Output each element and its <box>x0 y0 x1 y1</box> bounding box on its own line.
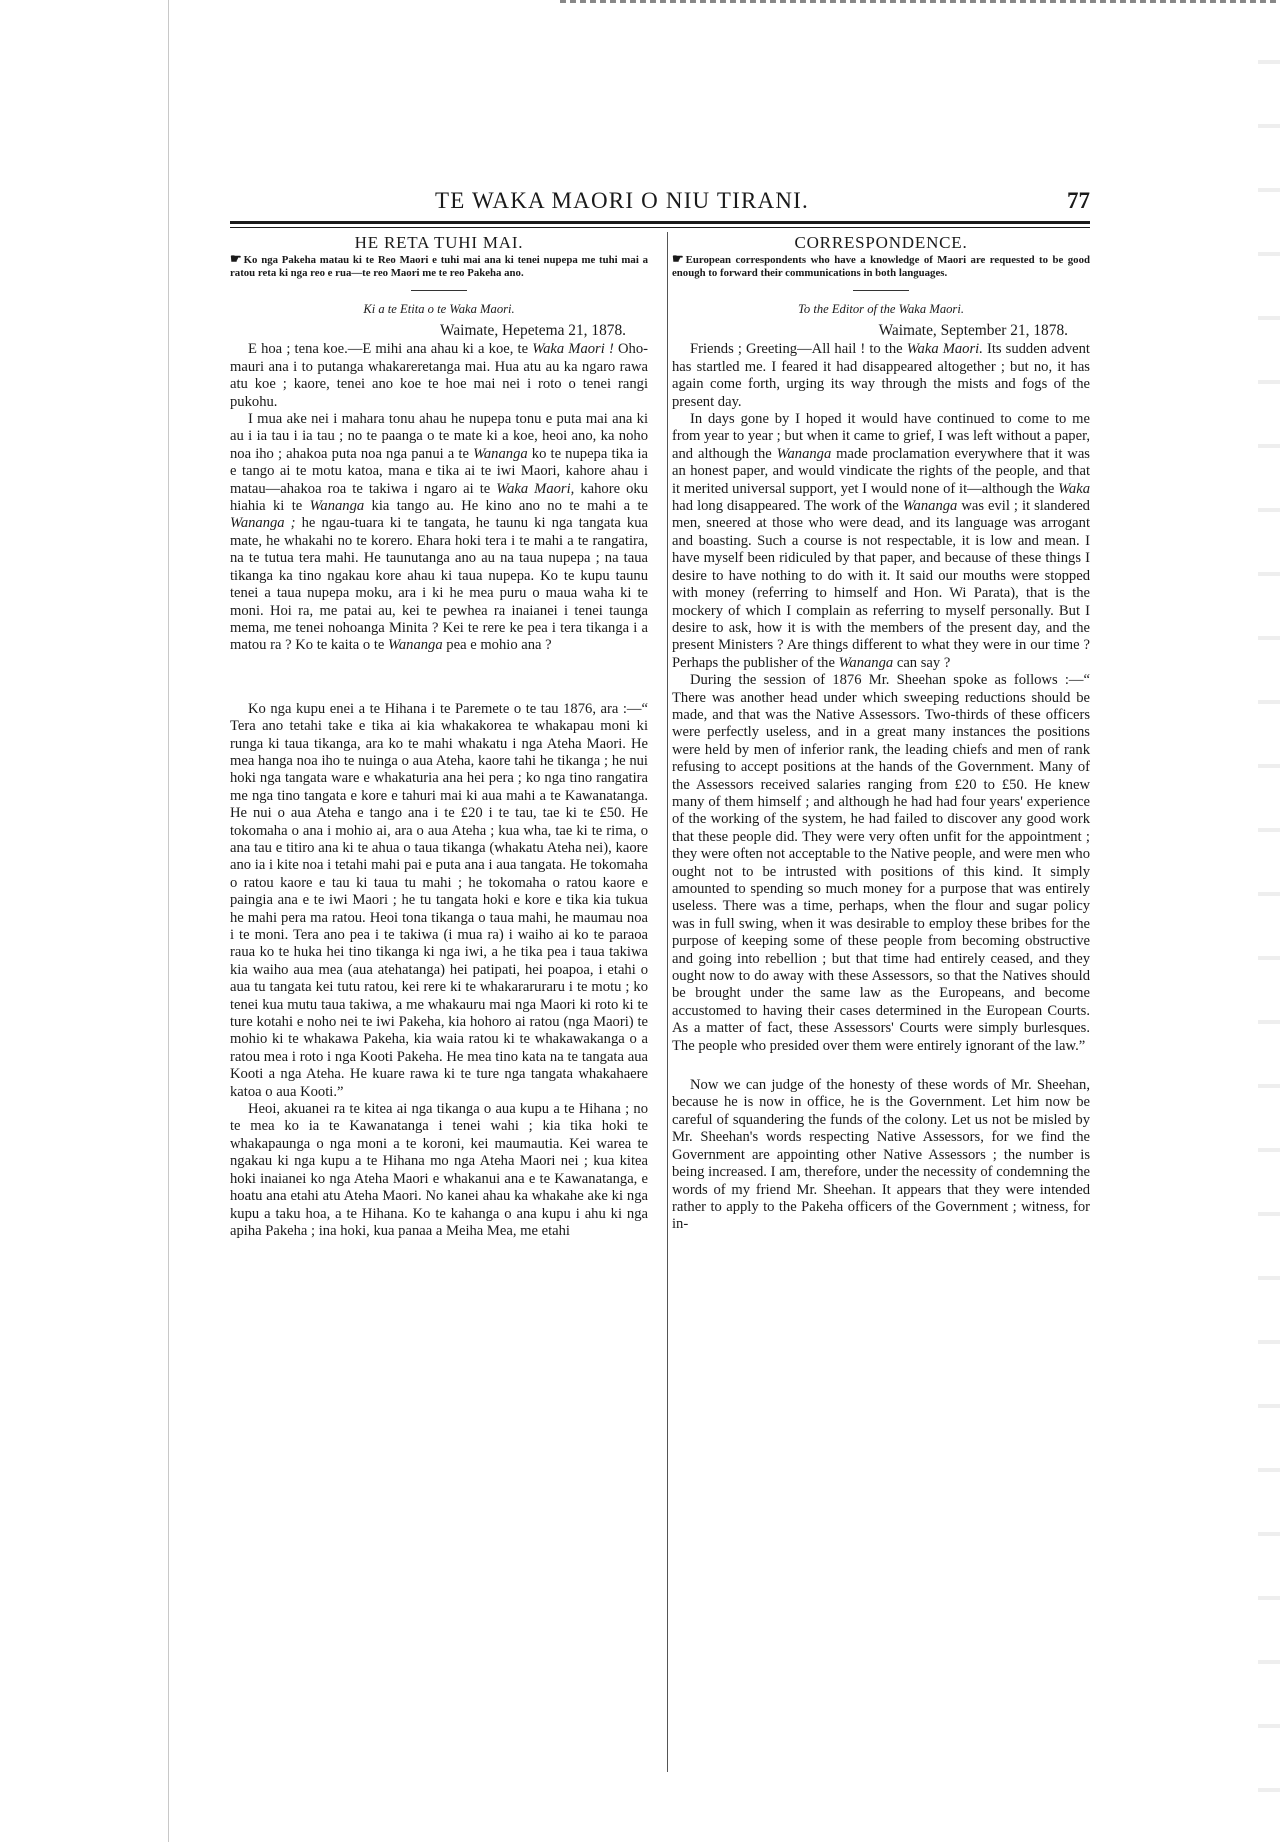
pointing-hand-icon: ☛ <box>672 251 684 267</box>
left-paragraph-4: Heoi, akuanei ra te kitea ai nga tikanga o aua kupu a te Hihana ; no te mea ko ia te Kawanatanga i tenei wahi ; kia tika hoki te whakapaunga o nga moni a te koroni, kei maumautia. Kei warea te ngakau ki nga kupu a te Hihana mo nga Ateha Maori nei ; kua kitea hoki inaianei ko nga Ateha Maori e whakanui ana e te Kawanatanga, e hoatu ana etahi atu Ateha Maori. No kanei ahau ka whakahe ake ki nga kupu a taku hoa, a te Hihana. Ko te kahanga o ana kupu i ahu ki nga apiha Pakeha ; ina hoki, kua panaa a Meiha Mea, me etahi <box>230 1101 648 1239</box>
header-rule-thin <box>230 227 1090 228</box>
page-top-edge <box>560 0 1280 3</box>
left-section-heading: HE RETA TUHI MAI. <box>354 233 524 252</box>
right-paragraph-4: Now we can judge of the honesty of these words of Mr. Sheehan, because he is now in office, he is the Government. Let him now be careful of squandering the funds of the colony. Let us not be misled by Mr. Sheehan's words respecting Native Assessors, for we find the Government are appointing other Native Assessors ; the number is being increased. I am, therefore, under the necessity of condemning the words of my friend Mr. Sheehan. It appears that they were intended rather to apply to the Pakeha officers of the Government ; witness, for in- <box>672 1077 1090 1233</box>
left-column <box>230 232 648 1240</box>
page-number: 77 <box>1067 188 1090 213</box>
page-binding-edge <box>168 0 169 1842</box>
left-paragraph-1: E hoa ; tena koe.—E mihi ana ahau ki a koe, te Waka Maori ! Oho-mauri ana i to putanga whakareretanga mai. Hua atu au ka ngaro rawa atu koe ; kaore, tenei ano koe te hoe mai nei i roto o tenei rangi pukohu. <box>230 341 648 410</box>
left-salutation: Ki a te Etita o te Waka Maori. <box>363 301 515 316</box>
left-paragraph-2: I mua ake nei i mahara tonu ahau he nupepa tonu e puta mai ana ki au i ia tau i ia tau ; no te paanga o te mate ki a koe, heoi ano, ka noho noa iho ; ahakoa puta noa nga panui a te Wananga ko te nupepa tika ia e tango ai te motu katoa, mana e tika ai te iwi Maori, kahore ahau i matau—ahakoa roa te takiwa i ngaro ai te Waka Maori, kahore oku hiahia ki te Wananga kia tango au. He kino ano no te mahi a te Wananga ; he ngau-tuara ki te tangata, he taunu ki nga tangata kua mate, he whakahi no te korero. Ehara hoki tera i te mahi a te rangatira, na te tutua tera mahi. He taunutanga ano au na taua nupepa ; na taua tikanga ka tino ngakau kore ahau ki taua nupepa. Ko te kupu taunu tenei a taua nupepa moku, ara i ki he mea puru o maua waha ki te moni. Hoi ra, me patai au, kei te pewhea ra inaianei i tenei taunga mema, me tenei nohoanga Minita ? Kei te rere ke pea i tera tikanga i a matou ra ? Ko te kaita o te Wananga pea e mohio ana ? <box>230 411 648 654</box>
left-short-rule <box>411 290 467 291</box>
pointing-hand-icon: ☛ <box>230 251 242 267</box>
right-column <box>672 232 1090 1234</box>
right-section-heading: CORRESPONDENCE. <box>794 233 968 252</box>
column-divider <box>667 232 668 1772</box>
masthead <box>230 188 1090 222</box>
right-paragraph-1: Friends ; Greeting—All hail ! to the Waka Maori. Its sudden advent has startled me. I feared it had disappeared altogether ; but no, it has again come forth, urging its way through the mists and fogs of the present day. <box>672 341 1090 410</box>
header-rule-thick <box>230 221 1090 224</box>
right-notice <box>672 253 1090 279</box>
right-gap <box>672 1055 1090 1077</box>
newspaper-title: TE WAKA MAORI O NIU TIRANI. <box>435 188 809 213</box>
right-notice-text: European correspondents who have a knowledge of Maori are requested to be good enough to forward their communications in both languages. <box>672 254 1090 279</box>
right-salutation: To the Editor of the Waka Maori. <box>798 301 964 316</box>
right-dateline: Waimate, September 21, 1878. <box>878 322 1068 339</box>
right-short-rule <box>853 290 909 291</box>
right-paragraph-3: During the session of 1876 Mr. Sheehan spoke as follows :—“ There was another head under which sweeping reductions should be made, and that was the Native Assessors. Two-thirds of these officers were perfectly useless, and in a great many instances the positions were held by men of inferior rank, the leading chiefs and men of rank refusing to accept positions at the hands of the Government. Many of the Assessors received salaries ranging from £20 to £50. He knew many of them himself ; and although he had had four years' experience of the working of the system, he had failed to discover any good work that these people did. They were very often unfit for the appointment ; they were often not acceptable to the Native people, and were men who ought not to be intrusted with positions of this kind. It simply amounted to spending so much money for a purpose that was entirely useless. There was a time, perhaps, when the flour and sugar policy was in full swing, when it was desirable to employ these bribes for the purpose of keeping some of these people from becoming obstructive and going into rebellion ; but that time had entirely ceased, and they ought now to do away with these Assessors, so that the Natives should be brought under the same law as the Europeans, and become accustomed to having their cases determined in the European Courts. As a matter of fact, these Assessors' Courts were simply burlesques. The people who presided over them were entirely ignorant of the law.” <box>672 672 1090 1054</box>
left-notice-text: Ko nga Pakeha matau ki te Reo Maori e tuhi mai ana ki tenei nupepa me tuhi mai a ratou reta ki nga reo e rua—te reo Maori me te reo Pakeha ano. <box>230 254 648 279</box>
page-margin-right <box>1258 0 1280 1842</box>
right-paragraph-2: In days gone by I hoped it would have continued to come to me from year to year ; but when it came to grief, I was left without a paper, and although the Wananga made proclamation everywhere that it was an honest paper, and would vindicate the rights of the people, and that it merited universal support, yet I would none of it—although the Waka had long disappeared. The work of the Wananga was evil ; it slandered men, sneered at those who were dead, and its language was arrogant and boasting. Such a course is not respectable, it is low and mean. I have myself been ridiculed by that paper, and because of these things I desire to have nothing to do with it. It said our mouths were stopped with money (referring to himself and Hon. Wi Parata), that is the mockery of which I complain as referring to myself personally. But I desire to ask, how it is with the members of the present day, and the present Ministers ? Are things different to what they were in our time ? Perhaps the publisher of the Wananga can say ? <box>672 411 1090 671</box>
left-paragraph-3: Ko nga kupu enei a te Hihana i te Paremete o te tau 1876, ara :—“ Tera ano tetahi take e tika ai kia whakakorea te whakapau moni ki runga ki taua tikanga, ara ko te mahi whakatu i nga Ateha Maori. He mea hanga noa iho te nuinga o aua Ateha, kaore tahi he tikanga ; he nui hoki nga tangata ware e whakaturia ana hei pera ; ko nga tino rangatira me nga tino tangata e kore e tahuri mai ki aua mahi a te Kawanatanga. He nui o aua Ateha e tango ana i te £20 i te tau, tae ki te £50. He tokomaha o ana i mohio ai, ara o aua Ateha ; kua wha, tae ki te rima, o ana tau e titiro ana ki te ahua o taua tikanga (whakatu Ateha nei), kaore ano ia i kite noa i tetahi mahi pai e puta ana i aua tangata. He tokomaha o ratou kaore e tau ki taua tu mahi ; he tokomaha o ratou kaore e paingia ana e te iwi Maori ; he tu tangata hoki e kore e tika kia tukua he mahi pera ma ratou. Heoi tona tikanga o taua mahi, he maumau noa i te moni. Tera ano pea i te takiwa (i mua ra) i waiho ai ko te paraoa raua ko te huka hei tino tikanga ki nga iwi, a he tika pea i taua takiwa kia waiho aua mea (aua atehatanga) hei patipati, hei poapoa, i etahi o aua tu tangata kei tutu ratou, kei rere ki te whakararuraru i te motu ; ko tenei kua mutu taua takiwa, a me whakauru mai nga Maori ki roto ki te ture kotahi e noho nei te iwi Pakeha, kia hohoro ai ratou (nga Maori) te mohio ki te whakawa Pakeha, kia waia ratou ki te whakawakanga o a ratou mea i roto i nga Kooti Pakeha. He mea tino kata na te tangata aua Kooti a nga Ateha. He kuare rawa ki te ture nga tangata whakahaere katoa o aua Kooti.” <box>230 700 648 1100</box>
left-dateline: Waimate, Hepetema 21, 1878. <box>440 322 626 339</box>
page-margin-left <box>0 0 170 1842</box>
left-notice <box>230 253 648 279</box>
left-gap <box>230 655 648 701</box>
